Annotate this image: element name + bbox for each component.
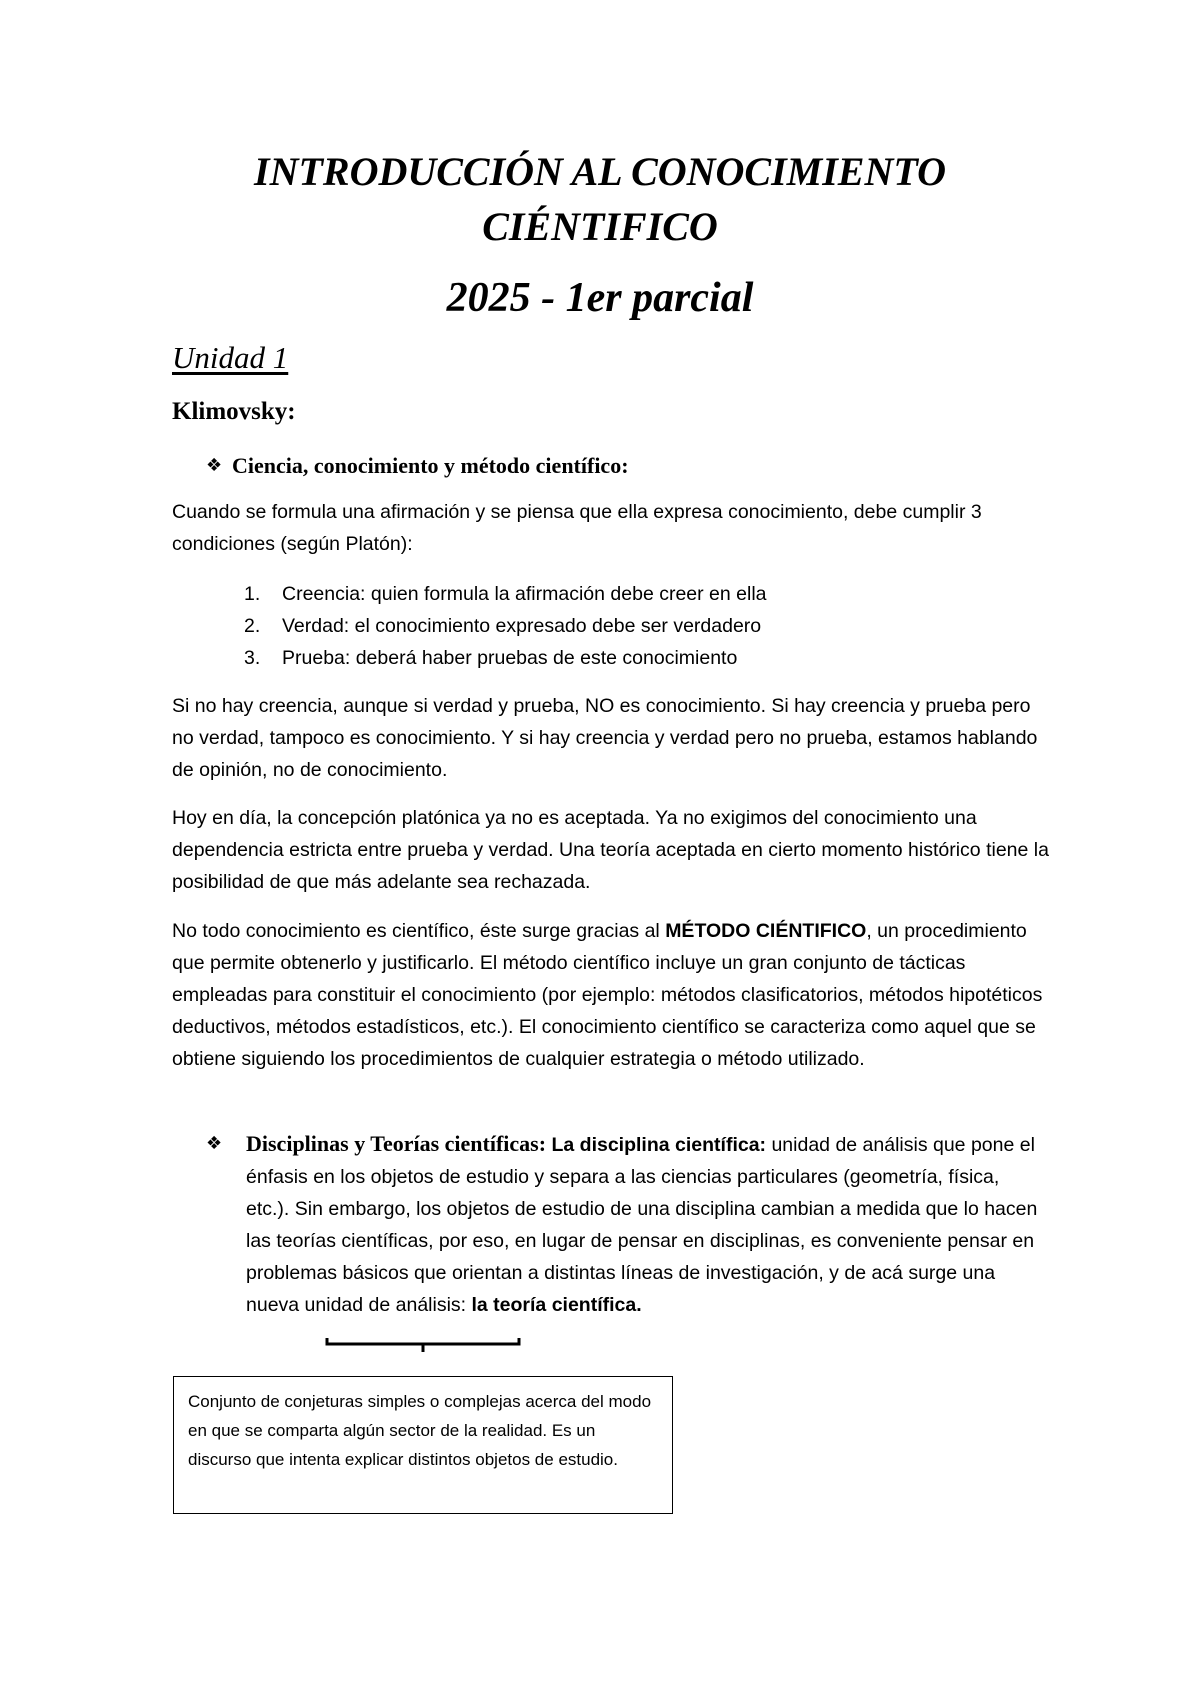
method-term: MÉTODO CIÉNTIFICO xyxy=(665,920,867,942)
brace-connector-icon xyxy=(325,1336,521,1354)
conditions-list xyxy=(244,578,767,674)
section1-paragraph4: No todo conocimiento es científico, éste surge gracias al MÉTODO CIÉNTIFICO, un procedimiento que permite obtenerlo y justificarlo. El método científico incluye un gran conjunto de tácticas empleadas para constituir el conocimiento (por ejemplo: métodos clasificatorios, métodos hipotéticos deductivos, métodos estadísticos, etc.). El conocimiento científico se caracteriza como aquel que se obtiene siguiendo los procedimientos de cualquier estrategia o método utilizado. xyxy=(172,920,1043,1070)
list-item: 1. Creencia: quien formula la afirmación debe creer en ella xyxy=(244,583,767,605)
definition-text: Conjunto de conjeturas simples o complejas acerca del modo en que se comparta algún sector de la realidad. Es un discurso que intenta explicar distintos objetos de estudio. xyxy=(188,1392,652,1469)
section1-heading: Ciencia, conocimiento y método científico: xyxy=(232,453,629,478)
document-title-line2: CIÉNTIFICO xyxy=(482,204,718,249)
author-heading: Klimovsky: xyxy=(172,398,296,425)
section1-paragraph2: Si no hay creencia, aunque si verdad y prueba, NO es conocimiento. Si hay creencia y prueba pero no verdad, tampoco es conocimiento. Y si hay creencia y verdad pero no prueba, estamos hablando de opinión, no de conocimiento. xyxy=(172,695,1038,781)
section1-paragraph3: Hoy en día, la concepción platónica ya no es aceptada. Ya no exigimos del conocimiento una dependencia estricta entre prueba y verdad. Una teoría aceptada en cierto momento histórico tiene la posibilidad de que más adelante sea rechazada. xyxy=(172,807,1049,893)
definition-box xyxy=(173,1376,673,1514)
list-item: 3. Prueba: deberá haber pruebas de este conocimiento xyxy=(244,647,738,669)
section2-bullet xyxy=(206,1128,232,1160)
document-title-line1: INTRODUCCIÓN AL CONOCIMIENTO xyxy=(254,149,946,194)
section1-intro: Cuando se formula una afirmación y se piensa que ella expresa conocimiento, debe cumplir 3 condiciones (según Platón): xyxy=(172,501,982,555)
theory-term: la teoría científica. xyxy=(471,1294,642,1316)
list-item: 2. Verdad: el conocimiento expresado debe ser verdadero xyxy=(244,615,762,637)
diamond-bullet-icon: ❖ xyxy=(206,1133,223,1154)
unit-heading: Unidad 1 xyxy=(172,340,289,375)
section2-paragraph: Disciplinas y Teorías científicas: La disciplina científica: unidad de análisis que pone el énfasis en los objetos de estudio y separa a las ciencias particulares (geometría, física, etc.). Sin embargo, los objetos de estudio de una disciplina cambian a medida que lo hacen las teorías científicas, por eso, en lugar de pensar en disciplinas, es conveniente pensar en problemas básicos que orientan a distintas líneas de investigación, y de acá surge una nueva unidad de análisis: la teoría científica. xyxy=(246,1131,1038,1316)
document-subtitle: 2025 - 1er parcial xyxy=(446,275,754,321)
discipline-term: La disciplina científica: xyxy=(551,1134,767,1156)
section2-heading: Disciplinas y Teorías científicas: xyxy=(246,1131,547,1156)
section1-heading-row xyxy=(206,450,629,482)
diamond-bullet-icon: ❖ xyxy=(206,455,223,476)
